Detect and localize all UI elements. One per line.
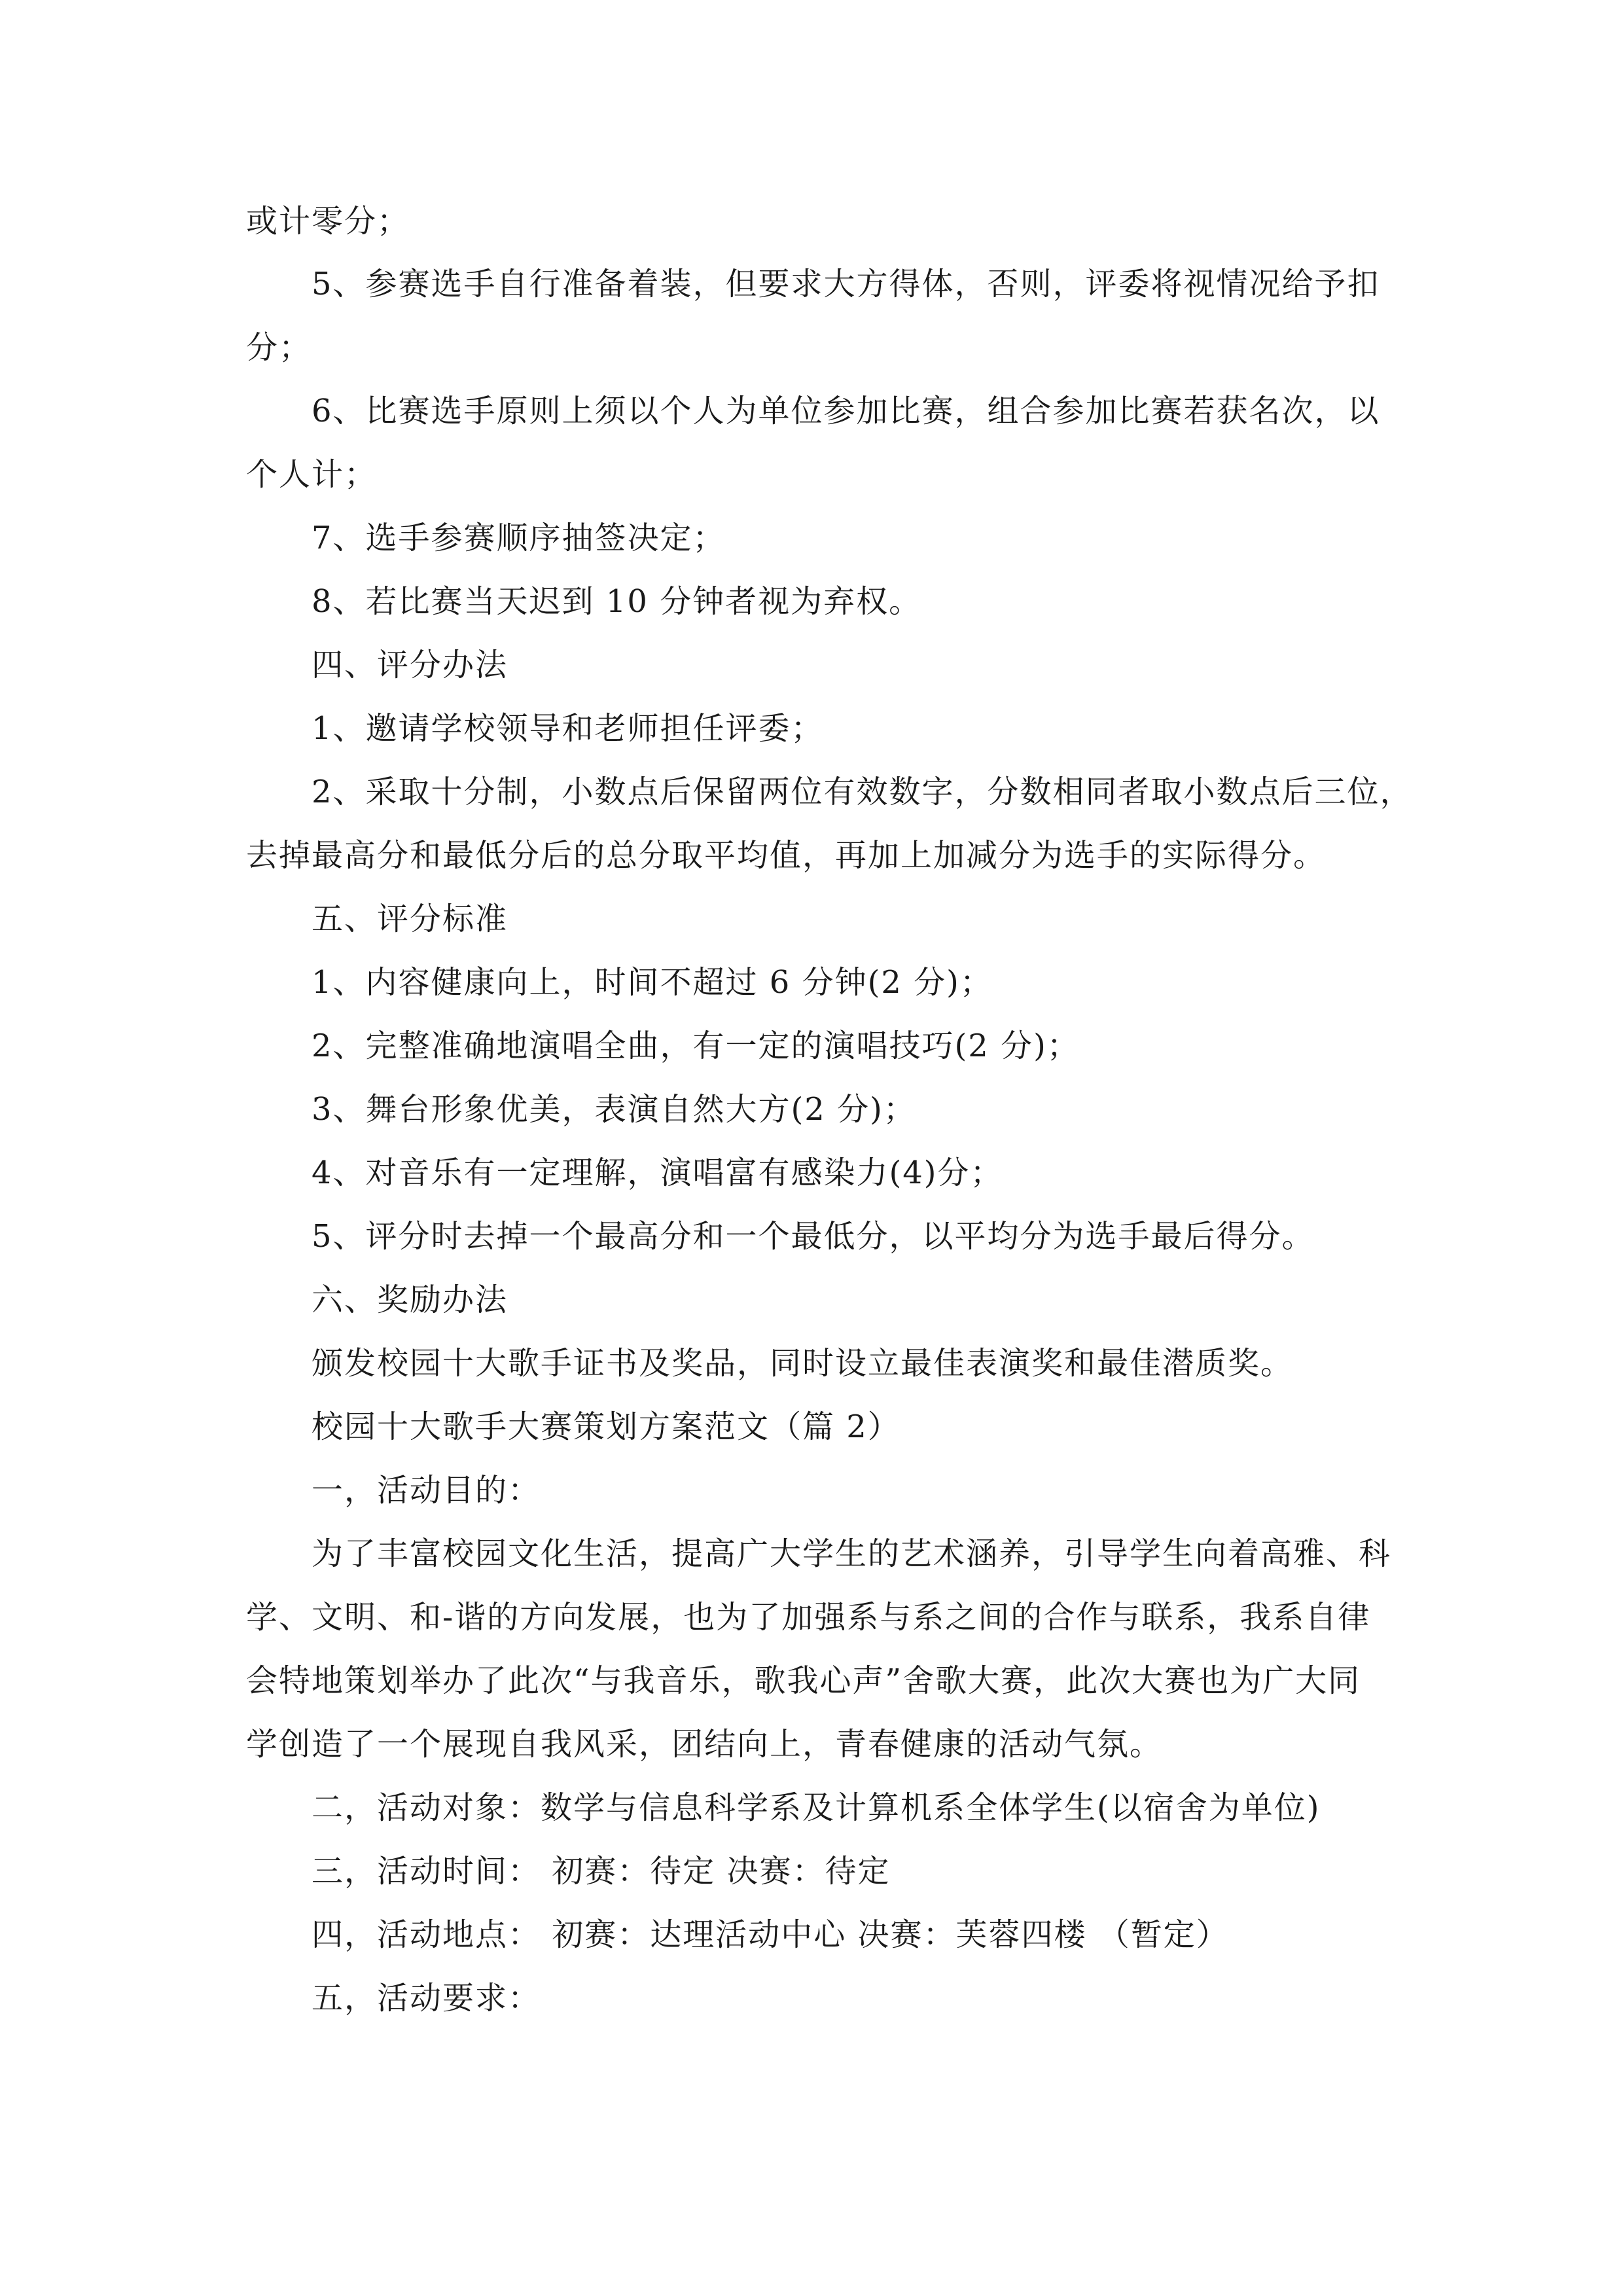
section-heading: 五，活动要求： bbox=[312, 1980, 541, 2017]
text-line: 为了丰富校园文化生活，提高广大学生的艺术涵养，引导学生向着高雅、科 bbox=[312, 1535, 1392, 1572]
article-title: 校园十大歌手大赛策划方案范文（篇 2） bbox=[312, 1408, 901, 1445]
text-line: 颁发校园十大歌手证书及奖品，同时设立最佳表演奖和最佳潜质奖。 bbox=[312, 1345, 1294, 1382]
section-heading: 一，活动目的： bbox=[312, 1472, 541, 1509]
text-line: 四，活动地点： 初赛：达理活动中心 决赛：芙蓉四楼 （暂定） bbox=[312, 1916, 1229, 1953]
text-line: 1、内容健康向上，时间不超过 6 分钟(2 分)； bbox=[312, 964, 993, 1001]
text-line: 4、对音乐有一定理解，演唱富有感染力(4)分； bbox=[312, 1155, 1003, 1191]
section-heading: 六、奖励办法 bbox=[312, 1282, 508, 1318]
text-line: 学创造了一个展现自我风采，团结向上，青春健康的活动气氛。 bbox=[246, 1726, 1163, 1763]
text-line: 2、采取十分制，小数点后保留两位有效数字，分数相同者取小数点后三位， bbox=[312, 774, 1413, 810]
text-line: 三，活动时间： 初赛：待定 决赛：待定 bbox=[312, 1853, 891, 1890]
section-heading: 四、评分办法 bbox=[312, 647, 508, 683]
text-line: 3、舞台形象优美，表演自然大方(2 分)； bbox=[312, 1091, 916, 1128]
text-line: 6、比赛选手原则上须以个人为单位参加比赛，组合参加比赛若获名次，以 bbox=[312, 393, 1380, 429]
text-line: 7、选手参赛顺序抽签决定； bbox=[312, 520, 726, 556]
text-line: 1、邀请学校领导和老师担任评委； bbox=[312, 710, 824, 747]
text-line: 或计零分； bbox=[246, 203, 410, 240]
text-line: 个人计； bbox=[246, 456, 378, 493]
text-line: 5、评分时去掉一个最高分和一个最低分，以平均分为选手最后得分。 bbox=[312, 1218, 1315, 1255]
text-line: 5、参赛选手自行准备着装，但要求大方得体，否则，评委将视情况给予扣 bbox=[312, 266, 1380, 302]
section-heading: 五、评分标准 bbox=[312, 901, 508, 937]
text-line: 二，活动对象：数学与信息科学系及计算机系全体学生(以宿舍为单位) bbox=[312, 1789, 1321, 1826]
text-line: 学、文明、和-谐的方向发展，也为了加强系与系之间的合作与联系，我系自律 bbox=[246, 1599, 1371, 1636]
text-line: 去掉最高分和最低分后的总分取平均值，再加上加减分为选手的实际得分。 bbox=[246, 837, 1327, 874]
text-line: 8、若比赛当天迟到 10 分钟者视为弃权。 bbox=[312, 583, 922, 620]
text-line: 分； bbox=[246, 329, 312, 366]
text-line: 2、完整准确地演唱全曲，有一定的演唱技巧(2 分)； bbox=[312, 1028, 1080, 1064]
text-line: 会特地策划举办了此次“与我音乐，歌我心声”舍歌大赛，此次大赛也为广大同 bbox=[246, 1662, 1361, 1699]
